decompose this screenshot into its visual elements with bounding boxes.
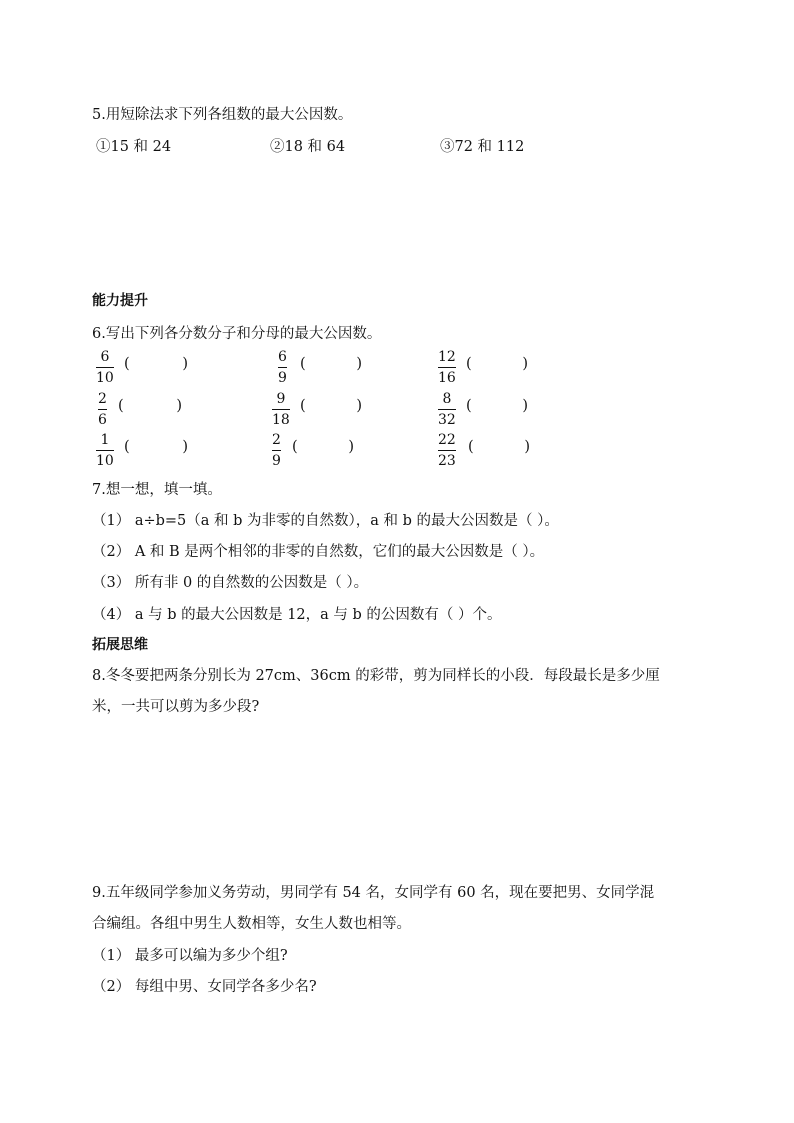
q5-title: 5.用短除法求下列各组数的最大公因数。 [92, 107, 353, 123]
section-heading-extend: 拓展思维 [92, 637, 148, 653]
fraction [96, 433, 114, 468]
q7-item-2: （2） A 和 B 是两个相邻的非零的自然数，它们的最大公因数是（ ）。 [92, 544, 545, 560]
denominator: 16 [438, 370, 456, 386]
fraction [96, 350, 114, 385]
denominator: 6 [98, 412, 107, 428]
q9-item-2: （2） 每组中男、女同学各多少名? [92, 979, 317, 995]
q5-item-1: ①15 和 24 [96, 139, 172, 155]
q8-line-2: 米，一共可以剪为多少段? [92, 699, 260, 715]
fraction [272, 433, 281, 468]
fraction [98, 392, 107, 427]
numerator: 2 [272, 432, 281, 448]
section-heading-ability: 能力提升 [92, 293, 148, 309]
fraction [438, 433, 456, 468]
q8-line-1: 8.冬冬要把两条分别长为 27cm、36cm 的彩带，剪为同样长的小段．每段最长是多少厘 [92, 668, 660, 684]
q6-title: 6.写出下列各分数分子和分母的最大公因数。 [92, 326, 382, 342]
fraction [438, 392, 456, 427]
numerator: 6 [278, 349, 287, 365]
numerator: 9 [276, 391, 286, 407]
q9-line-1: 9.五年级同学参加义务劳动，男同学有 54 名，女同学有 60 名，现在要把男、女同学混 [92, 885, 655, 901]
q7-item-3: （3） 所有非 0 的自然数的公因数是（ ）。 [92, 575, 369, 591]
denominator: 9 [278, 370, 287, 386]
denominator: 10 [96, 453, 114, 469]
numerator: 8 [442, 391, 452, 407]
numerator: 1 [100, 432, 110, 448]
q7-item-1: （1） a÷b=5（a 和 b 为非零的自然数），a 和 b 的最大公因数是（ ）。 [92, 513, 559, 529]
numerator: 6 [100, 349, 110, 365]
denominator: 23 [438, 453, 456, 469]
fraction [438, 350, 456, 385]
fraction [272, 392, 290, 427]
q5-item-2: ②18 和 64 [270, 139, 346, 155]
q9-line-2: 合编组。各组中男生人数相等，女生人数也相等。 [92, 916, 411, 932]
fraction [278, 350, 287, 385]
denominator: 9 [272, 453, 281, 469]
q9-item-1: （1） 最多可以编为多少个组? [92, 948, 288, 964]
denominator: 10 [96, 370, 114, 386]
denominator: 32 [438, 412, 456, 428]
q7-title: 7.想一想，填一填。 [92, 482, 222, 498]
numerator: 2 [98, 391, 107, 407]
q7-item-4: （4） a 与 b 的最大公因数是 12，a 与 b 的公因数有（ ）个。 [92, 607, 502, 623]
q5-item-3: ③72 和 112 [440, 139, 525, 155]
numerator: 22 [438, 432, 456, 448]
numerator: 12 [438, 349, 456, 365]
denominator: 18 [272, 412, 290, 428]
